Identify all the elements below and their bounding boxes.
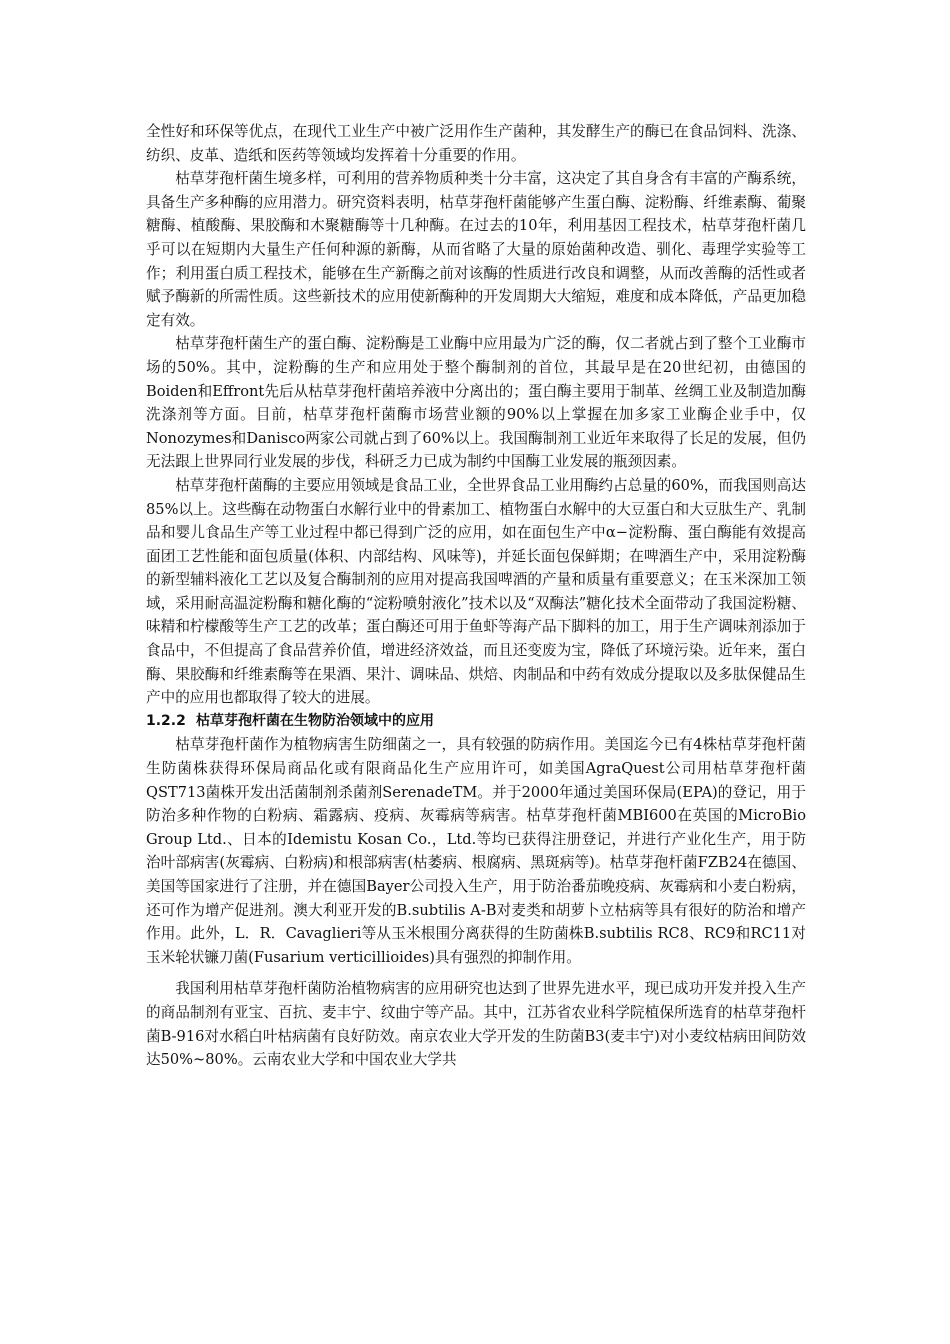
document-page bbox=[146, 120, 806, 1072]
paragraph-continuation: 全性好和环保等优点，在现代工业生产中被广泛用作生产菌种，其发酵生产的酶已在食品饲料、洗涤、纺织、皮革、造纸和医药等领域均发挥着十分重要的作用。 bbox=[146, 123, 806, 164]
paragraph-biocontrol: 枯草芽孢杆菌作为植物病害生防细菌之一，具有较强的防病作用。美国迄今已有4株枯草芽孢杆菌生防菌株获得环保局商品化或有限商品化生产应用许可，如美国AgraQuest公司用枯草芽孢杆菌QST713菌株开发出活菌制剂杀菌剂SerenadeTM。并于2000年通过美国环保局(EPA)的登记，用于防治多种作物的白粉病、霜露病、疫病、灰霉病等病害。枯草芽孢杆菌MBI600在英国的MicroBio Group Ltd.、日本的Idemistu Kosan Co.，Ltd.等均已获得注册登记，并进行产业化生产，用于防治叶部病害(灰霉病、白粉病)和根部病害(枯萎病、根腐病、黑斑病等)。枯草芽孢杆菌FZB24在德国、美国等国家进行了注册，并在德国Bayer公司投入生产，用于防治番茄晚疫病、灰霉病和小麦白粉病，还可作为增产促进剂。澳大利亚开发的B.subtilis A-B对麦类和胡萝卜立枯病等具有很好的防治和增产作用。此外，L．R．Cavaglieri等从玉米根围分离获得的生防菌株B.subtilis RC8、RC9和RC11对玉米轮状镰刀菌(Fusarium verticillioides)具有强烈的抑制作用。 bbox=[146, 736, 806, 966]
paragraph-china-research: 我国利用枯草芽孢杆菌防治植物病害的应用研究也达到了世界先进水平，现已成功开发并投入生产的商品制剂有亚宝、百抗、麦丰宁、纹曲宁等产品。其中，江苏省农业科学院植保所选育的枯草芽孢杆菌B-916对水稻白叶枯病菌有良好防效。南京农业大学开发的生防菌B3(麦丰宁)对小麦纹枯病田间防效达50%~80%。云南农业大学和中国农业大学共 bbox=[146, 980, 806, 1069]
paragraph-spacer bbox=[146, 969, 806, 977]
section-heading bbox=[146, 710, 806, 734]
paragraph-food-industry: 枯草芽孢杆菌酶的主要应用领域是食品工业，全世界食品工业用酶约占总量的60%，而我国则高达85%以上。这些酶在动物蛋白水解行业中的骨素加工、植物蛋白水解中的大豆蛋白和大豆肽生产、乳制品和婴儿食品生产等工业过程中都已得到广泛的应用，如在面包生产中α−淀粉酶、蛋白酶能有效提高面团工艺性能和面包质量(体积、内部结构、风味等)，并延长面包保鲜期；在啤酒生产中，采用淀粉酶的新型辅料液化工艺以及复合酶制剂的应用对提高我国啤酒的产量和质量有重要意义；在玉米深加工领域，采用耐高温淀粉酶和糖化酶的“淀粉喷射液化”技术以及“双酶法”糖化技术全面带动了我国淀粉糖、味精和柠檬酸等生产工艺的改革；蛋白酶还可用于鱼虾等海产品下脚料的加工，用于生产调味剂添加于食品中，不但提高了食品营养价值，增进经济效益，而且还变废为宝，降低了环境污染。近年来，蛋白酶、果胶酶和纤维素酶等在果酒、果汁、调味品、烘焙、肉制品和中药有效成分提取以及多肽保健品生产中的应用也都取得了较大的进展。 bbox=[146, 476, 806, 707]
section-number: 1.2.2 bbox=[146, 712, 186, 729]
paragraph-enzyme-systems: 枯草芽孢杆菌生境多样，可利用的营养物质种类十分丰富，这决定了其自身含有丰富的产酶系统，具备生产多种酶的应用潜力。研究资料表明，枯草芽孢杆菌能够产生蛋白酶、淀粉酶、纤维素酶、葡聚糖酶、植酸酶、果胶酶和木聚糖酶等十几种酶。在过去的10年，利用基因工程技术，枯草芽孢杆菌几乎可以在短期内大量生产任何种源的新酶，从而省略了大量的原始菌种改造、驯化、毒理学实验等工作；利用蛋白质工程技术，能够在生产新酶之前对该酶的性质进行改良和调整，从而改善酶的活性或者赋予酶新的所需性质。这些新技术的应用使新酶种的开发周期大大缩短，难度和成本降低，产品更加稳定有效。 bbox=[146, 170, 806, 329]
paragraph-protease-amylase: 枯草芽孢杆菌生产的蛋白酶、淀粉酶是工业酶中应用最为广泛的酶，仅二者就占到了整个工业酶市场的50%。其中，淀粉酶的生产和应用处于整个酶制剂的首位，其最早是在20世纪初，由德国的Boiden和Effront先后从枯草芽孢杆菌培养液中分离出的；蛋白酶主要用于制革、丝绸工业及制造加酶洗涤剂等方面。目前，枯草芽孢杆菌酶市场营业额的90%以上掌握在加多家工业酶企业手中，仅Nonozymes和Danisco两家公司就占到了60%以上。我国酶制剂工业近年来取得了长足的发展，但仍无法跟上世界同行业发展的步伐，科研乏力已成为制约中国酶工业发展的瓶颈因素。 bbox=[146, 335, 806, 471]
section-title: 枯草芽孢杆菌在生物防治领域中的应用 bbox=[196, 712, 434, 729]
